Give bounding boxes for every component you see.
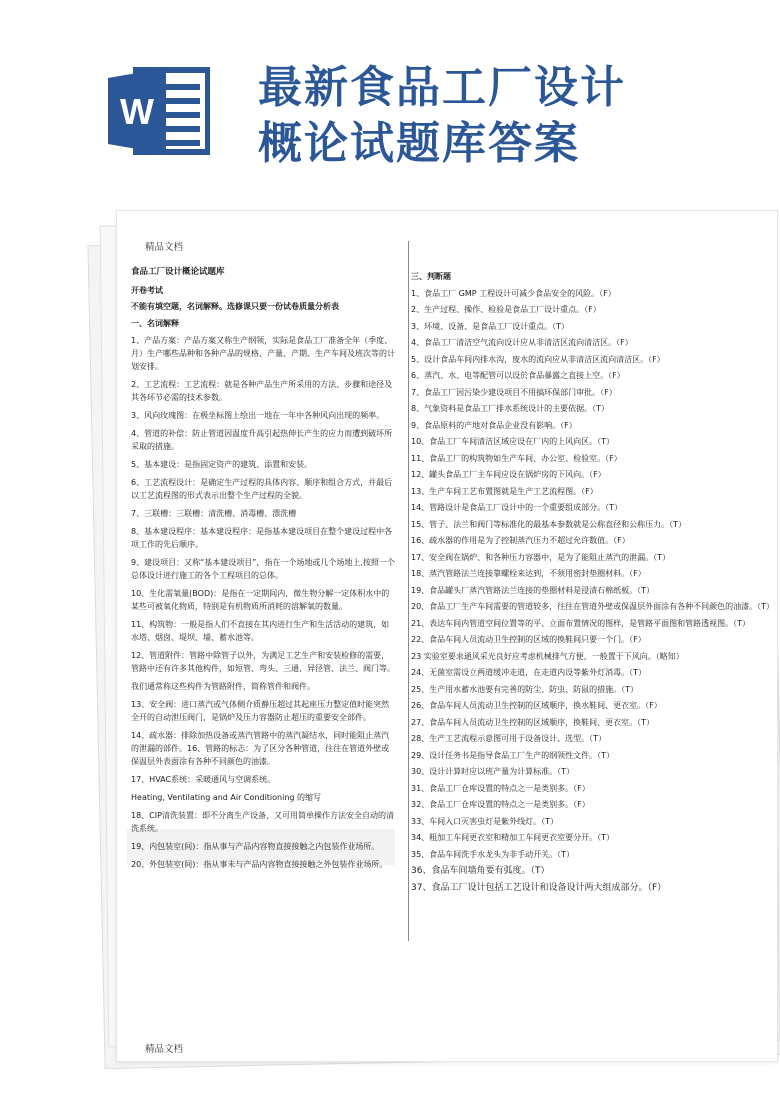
title-line-2: 概论试题库答案 [258, 118, 580, 169]
list-item: 12、罐头食品工厂主车间应设在锅炉房的下风向。（F） [411, 470, 606, 479]
list-item: 28、生产工艺流程示意图可用于设备设计、选型。（T） [411, 734, 607, 743]
list-item: 33、车间入口灭害虫灯是紫外线灯。（T） [411, 816, 559, 826]
list-item: 10、生化需氧量(BOD)：是指在一定期间内，微生物分解一定体积水中的某些可被氧化物质，特别是有机物质所消耗的溶解氧的数量。 [131, 589, 390, 611]
doc-footer-label: 精品文档 [145, 1044, 184, 1055]
list-item: 9、食品原料的产地对食品企业没有影响。（F） [411, 420, 577, 430]
list-item: 10、食品工厂车间清洁区域应设在厂内的上风向区。（T） [411, 437, 615, 446]
list-item: 11、食品工厂的构筑物如生产车间、办公室、检验室。（F） [411, 453, 622, 463]
list-item: 31、食品工厂仓库设置的特点之一是类别多。（F） [411, 783, 590, 793]
list-item: 7、三联槽：三联槽：清洗槽、消毒槽、漂洗槽 [131, 509, 297, 518]
list-item: 13、生产车间工艺布置图就是生产工艺流程图。（F） [411, 486, 598, 496]
svg-text:W: W [120, 91, 154, 132]
list-item: 2、生产过程、操作、检验是食品工厂设计重点。（F） [411, 305, 601, 314]
list-item: 19、内包装室(间)：指从事与产品内容物直接接触之内包装作业场所。 [131, 842, 380, 851]
list-item: 19、食品罐头厂蒸汽管路法兰连接的垫圈材料是浸渍石棉纸板。（T） [411, 585, 655, 595]
list-item: 3、风向玫瑰图：在极坐标图上绘出一地在一年中各种风向出现的频率。 [131, 411, 385, 420]
list-item: 34、粗加工车间更衣室和精加工车间更衣室要分开。（T） [411, 833, 615, 842]
list-item: 35、食品车间洗手水龙头为非手动开关。（T） [411, 849, 575, 859]
list-item: 27、食品车间人员流动卫生控制的区域顺序，换鞋间、更衣室。（T） [411, 717, 655, 727]
list-item: 29、设计任务书是指导食品工厂生产的纲领性文件。（T） [411, 750, 615, 760]
list-item: 5、设计食品车间内排水沟，废水的流向应从非清洁区流向清洁区。（F） [411, 354, 665, 364]
document-page [116, 210, 778, 1062]
list-item: 32、食品工厂仓库设置的特点之一是类别多。（F） [411, 800, 590, 809]
doc-header-label: 精品文档 [145, 242, 184, 253]
list-item: 20、外包装室(间)：指从事未与产品内容物直接接触之外包装作业场所。 [131, 860, 388, 869]
list-item: 7、食品工厂因污染少建设项目不用搞环保部门审批。（F） [411, 387, 617, 397]
list-item: 17、安全阀在锅炉、和各种压力容器中，是为了能阻止蒸汽的泄漏。（T） [411, 552, 671, 562]
left-column [131, 317, 397, 876]
list-item: 20、食品工厂生产车间需要的管道较多，往往在管道外壁或保温层外面涂有各种不同颜色的油漆。（T） [411, 602, 775, 611]
list-item: 14、疏水器：排除加热设备或蒸汽管路中的蒸汽凝结水，同时能阻止蒸汽的泄漏的部件。16、管路的标志：为了区分各种管道，往往在管道外壁或保温层外表面涂有各种不同颜色的油漆。 [131, 731, 390, 766]
hvac-english: Heating, Ventilating and Air Conditioning 的缩写 [131, 793, 322, 802]
title-line-1: 最新食品工厂设计 [258, 62, 626, 113]
column-divider [408, 241, 409, 941]
list-item: 25、生产用水蓄水池要有完善的防尘、防虫、防鼠的措施。（T） [411, 684, 639, 694]
list-item: 6、蒸汽、水、电等配管可以设於食品暴露之直接上空。（F） [411, 371, 625, 380]
list-item: 2、工艺流程：工艺流程：就是各种产品生产所采用的方法、步骤和途径及其各环节必需的技术参数。 [131, 380, 393, 402]
word-document-icon [106, 66, 210, 156]
section-title-terms: 一、名词解释 [131, 319, 179, 328]
list-item: 5、基本建设：是指固定资产的建筑、添置和安装。 [131, 460, 313, 469]
list-item: 9、建设项目：又称“基本建设项目”，指在一个场地或几个场地上,按照一个总体设计进行施工的各个工程项目的总体。 [131, 558, 395, 580]
list-item: 18、CIP清洗装置：即不分离生产设备，又可用简单操作方法安全自动的清洗系统。 [131, 811, 394, 833]
list-item: 1、产品方案：产品方案又称生产纲领，实际是食品工厂准备全年（季度、月）生产哪些品种和各种产品的规格、产量、产期、生产车间及班次等的计划安排。 [131, 336, 395, 371]
section-title-judgement: 三、判断题 [411, 272, 451, 281]
list-item: 17、HVAC系统：采暖通风与空调系统。 [131, 775, 276, 784]
instructions: 不能有填空题，名词解释。选修课只要一份试卷质量分析表 [131, 302, 339, 311]
list-item: 3、环境、设备、是食品工厂设计重点。（T） [411, 321, 569, 331]
list-item: 6、工艺流程设计：是确定生产过程的具体内容、顺序和组合方式，并最后以工艺流程图的形式表示出整个生产过程的全貌。 [131, 478, 393, 500]
list-item: 36、食品车间墙角要有弧度。（T） [411, 866, 550, 876]
list-item: 26、食品车间人员流动卫生控制的区域顺序，换水鞋间、更衣室。（F） [411, 701, 662, 710]
list-item: 8、基本建设程序：基本建设程序：是指基本建设项目在整个建设过程中各项工作的先后顺序。 [131, 527, 393, 549]
list-item: 12、管道附件：管路中除管子以外，为满足工艺生产和安装检修的需要，管路中还有许多其他构件，如短管、弯头、三通、异径管、法兰、阀门等。 [131, 651, 395, 673]
list-item: 我们通常称这些构件为管路附件，简称管件和阀件。 [131, 682, 315, 691]
page-title [258, 60, 758, 172]
doc-title: 食品工厂设计概论试题库 [131, 267, 225, 277]
list-item: 37、食品工厂设计包括工艺设计和设备设计两大组成部分。（F） [411, 882, 667, 893]
list-item: 18、蒸汽管路法兰连接靠螺栓来达到，不须用密封垫圈材料。（F） [411, 569, 646, 578]
list-item: 8、气象资料是食品工厂排水系统设计的主要依据。（T） [411, 404, 609, 413]
list-item: 14、管路设计是食品工厂设计中的一个重要组成部分。（T） [411, 503, 623, 512]
list-item: 13、安全阀：进口蒸汽或气体侧介质静压超过其起座压力整定值时能突然全开的自动泄压阀门，是锅炉及压力容器防止超压的重要安全部件。 [131, 700, 390, 722]
list-item: 4、食品工厂清洁空气流向设计应从非清洁区流向清洁区。（F） [411, 338, 633, 347]
right-column [411, 269, 775, 896]
list-item: 23 实验室要求通风采光良好应考虑机械排气方便，一般置于下风向。（略知） [411, 651, 684, 661]
list-item: 30、设计计算时应以班产量为计算标准。（T） [411, 767, 575, 776]
list-item: 15、管子、法兰和阀门等标准化的最基本参数就是公称直径和公称压力。（T） [411, 519, 687, 529]
list-item: 21、表达车间内管道空间位置等的平、立面布置情况的图样，是管路平面图和管路透视图。（T） [411, 618, 751, 628]
list-item: 1、食品工厂 GMP 工程设计可减少食品安全的风险。（F） [411, 288, 616, 298]
exam-type: 开卷考试 [131, 286, 163, 295]
list-item: 4、管道的补偿：防止管道因温度升高引起热伸长产生的应力而遭到破坏所采取的措施。 [131, 429, 393, 451]
list-item: 24、无菌室需设立两道缓冲走道，在走道内设等紫外灯消毒。（T） [411, 668, 647, 677]
list-item: 11、构筑物：一般是指人们不直接在其内进行生产和生活活动的建筑，如水塔、烟囱、堤坝、墙、蓄水池等。 [131, 620, 390, 642]
list-item: 16、疏水器的作用是为了控制蒸汽压力不超过允许数值。（F） [411, 536, 630, 545]
list-item: 22、食品车间人员流动卫生控制的区域的换鞋间只要一个门。（F） [411, 635, 646, 644]
